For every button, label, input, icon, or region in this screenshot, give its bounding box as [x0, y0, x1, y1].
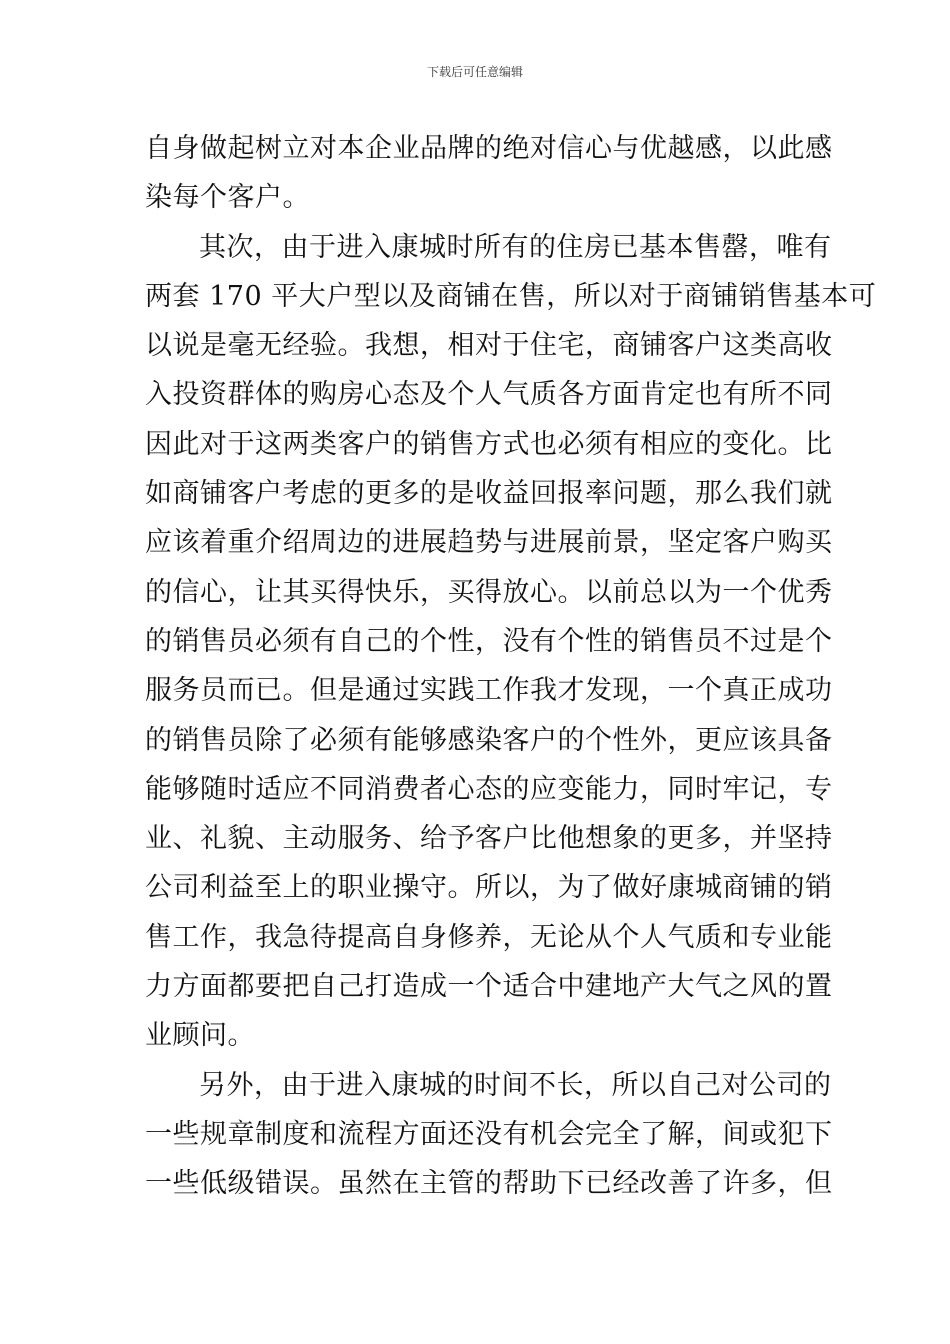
text-line: 的销售员必须有自己的个性，没有个性的销售员不过是个 — [145, 625, 833, 657]
text-line: 应该着重介绍周边的进展趋势与进展前景，坚定客户购买 — [145, 527, 833, 559]
text-line: 入投资群体的购房心态及个人气质各方面肯定也有所不同 — [145, 379, 833, 411]
text-line: 自身做起树立对本企业品牌的绝对信心与优越感，以此感 — [145, 133, 833, 164]
text-line: 服务员而已。但是通过实践工作我才发现，一个真正成功 — [145, 675, 833, 707]
text-line: 一些低级错误。虽然在主管的帮助下已经改善了许多，但 — [145, 1168, 833, 1200]
text-line: 因此对于这两类客户的销售方式也必须有相应的变化。比 — [145, 428, 833, 460]
text-line: 染每个客户。 — [145, 182, 310, 214]
text-line: 另外，由于进入康城的时间不长，所以自己对公司的 — [199, 1069, 832, 1101]
text-line: 以说是毫无经验。我想，相对于住宅，商铺客户这类高收 — [145, 330, 833, 362]
text-line: 的销售员除了必须有能够感染客户的个性外，更应该具备 — [145, 724, 833, 756]
text-line: 公司利益至上的职业操守。所以，为了做好康城商铺的销 — [145, 872, 833, 904]
page-header: 下载后可任意编辑 — [426, 65, 523, 79]
text-line: 一些规章制度和流程方面还没有机会完全了解，间或犯下 — [145, 1118, 833, 1150]
text-line: 如商铺客户考虑的更多的是收益回报率问题，那么我们就 — [145, 478, 833, 510]
document-body — [145, 124, 877, 1209]
text-line: 业、礼貌、主动服务、给予客户比他想象的更多，并坚持 — [145, 823, 833, 855]
text-line: 的信心，让其买得快乐，买得放心。以前总以为一个优秀 — [145, 576, 833, 608]
text-line: 售工作，我急待提高自身修养，无论从个人气质和专业能 — [145, 921, 833, 953]
text-line: 业顾问。 — [145, 1020, 255, 1052]
text-line: 能够随时适应不同消费者心态的应变能力，同时牢记，专 — [145, 773, 833, 805]
text-line: 两套 170 平大户型以及商铺在售，所以对于商铺销售基本可 — [145, 280, 877, 312]
text-line: 其次，由于进入康城时所有的住房已基本售罄，唯有 — [199, 231, 832, 263]
text-line: 力方面都要把自己打造成一个适合中建地产大气之风的置 — [145, 971, 833, 1003]
